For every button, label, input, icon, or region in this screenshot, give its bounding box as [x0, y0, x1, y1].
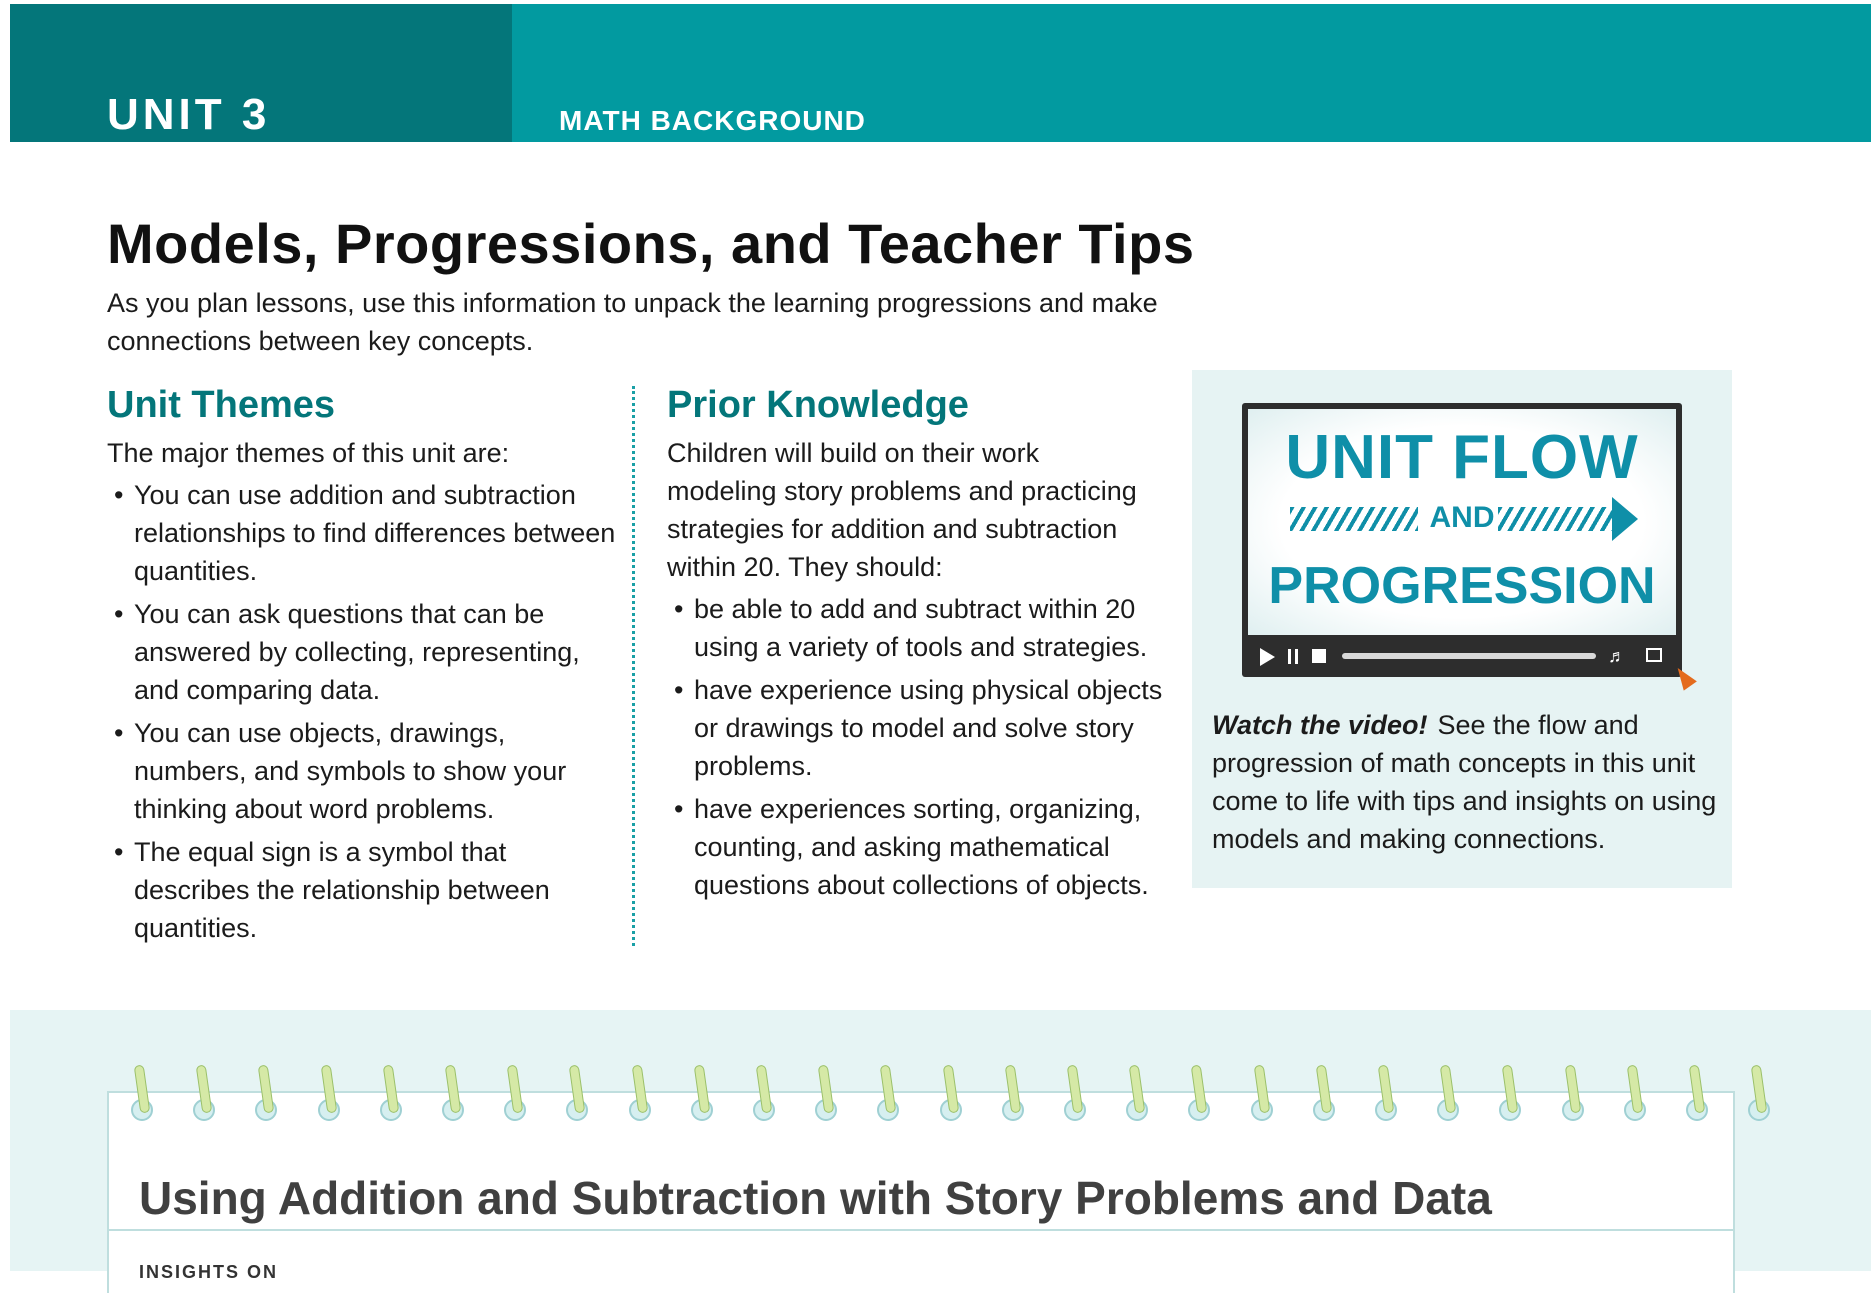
video-caption-text: See the flow and progression of math concepts in this unit come to life with tips and insights on using models and making connections. — [1212, 710, 1717, 854]
video-caption — [1212, 706, 1722, 858]
spiral-ring — [316, 1065, 342, 1125]
spiral-binding — [109, 1065, 1733, 1125]
divider — [109, 1229, 1733, 1231]
page — [10, 4, 1871, 1282]
spiral-ring — [440, 1065, 466, 1125]
video-player[interactable] — [1242, 403, 1682, 677]
stop-icon[interactable] — [1312, 649, 1326, 663]
prior-knowledge-heading: Prior Knowledge — [667, 384, 969, 426]
fullscreen-icon[interactable] — [1646, 648, 1662, 662]
video-title-line2: PROGRESSION — [1268, 557, 1656, 615]
list-item: • The equal sign is a symbol that describes the relationship between quantities. — [110, 833, 616, 947]
spiral-ring — [1746, 1065, 1772, 1125]
notebook-card — [107, 1091, 1735, 1293]
video-thumbnail[interactable] — [1248, 409, 1676, 635]
page-header — [10, 4, 1871, 142]
video-title-line1: UNIT FLOW — [1285, 423, 1639, 492]
spiral-ring — [627, 1065, 653, 1125]
spiral-ring — [813, 1065, 839, 1125]
list-item: • You can use addition and subtraction relationships to find differences between quantities. — [110, 476, 616, 590]
unit-label: UNIT 3 — [107, 90, 271, 139]
pause-icon[interactable] — [1288, 649, 1298, 664]
unit-themes-heading: Unit Themes — [107, 384, 336, 426]
spiral-ring — [502, 1065, 528, 1125]
spiral-ring — [1062, 1065, 1088, 1125]
spiral-ring — [1497, 1065, 1523, 1125]
spiral-ring — [1560, 1065, 1586, 1125]
spiral-ring — [253, 1065, 279, 1125]
spiral-ring — [1435, 1065, 1461, 1125]
spiral-ring — [751, 1065, 777, 1125]
video-panel — [1192, 370, 1732, 888]
spiral-ring — [1373, 1065, 1399, 1125]
progress-slider[interactable] — [1342, 653, 1596, 659]
prior-knowledge-lead: Children will build on their work modeling story problems and practicing strategies for addition and subtraction within 20. They should: — [667, 438, 1137, 582]
list-item: • have experiences sorting, organizing, counting, and asking mathematical questions about collections of objects. — [670, 790, 1170, 904]
section-label: MATH BACKGROUND — [559, 105, 866, 136]
spiral-ring — [1124, 1065, 1150, 1125]
spiral-ring — [564, 1065, 590, 1125]
spiral-ring — [1622, 1065, 1648, 1125]
spiral-ring — [1249, 1065, 1275, 1125]
column-divider — [632, 386, 635, 946]
intro-text: As you plan lessons, use this information to unpack the learning progressions and make connections between key concepts. — [107, 288, 1158, 356]
notebook-title: Using Addition and Subtraction with Story Problems and Data — [139, 1172, 1492, 1224]
unit-themes-list — [110, 476, 616, 952]
list-item: • You can use objects, drawings, numbers, and symbols to show your thinking about word problems. — [110, 714, 616, 828]
spiral-ring — [689, 1065, 715, 1125]
prior-knowledge-list — [670, 590, 1170, 909]
play-icon[interactable] — [1260, 648, 1275, 666]
video-title-and: AND — [1429, 501, 1495, 534]
spiral-ring — [378, 1065, 404, 1125]
insights-label: INSIGHTS ON — [139, 1262, 279, 1282]
spiral-ring — [875, 1065, 901, 1125]
video-controls — [1248, 639, 1676, 673]
page-title: Models, Progressions, and Teacher Tips — [107, 212, 1195, 275]
volume-icon[interactable]: ♬ — [1608, 646, 1626, 666]
video-caption-lead: Watch the video! — [1212, 710, 1428, 740]
list-item: • You can ask questions that can be answered by collecting, representing, and comparing data. — [110, 595, 616, 709]
unit-themes-lead: The major themes of this unit are: — [107, 438, 510, 468]
spiral-ring — [1311, 1065, 1337, 1125]
spiral-ring — [1684, 1065, 1710, 1125]
spiral-ring — [191, 1065, 217, 1125]
list-item: • have experience using physical objects or drawings to model and solve story problems. — [670, 671, 1170, 785]
arrow-icon — [1612, 497, 1638, 541]
spiral-ring — [938, 1065, 964, 1125]
list-item: • be able to add and subtract within 20 using a variety of tools and strategies. — [670, 590, 1170, 666]
stripes-decoration — [1498, 507, 1616, 531]
spiral-ring — [1186, 1065, 1212, 1125]
unit-block — [10, 4, 512, 142]
spiral-ring — [129, 1065, 155, 1125]
spiral-ring — [1000, 1065, 1026, 1125]
